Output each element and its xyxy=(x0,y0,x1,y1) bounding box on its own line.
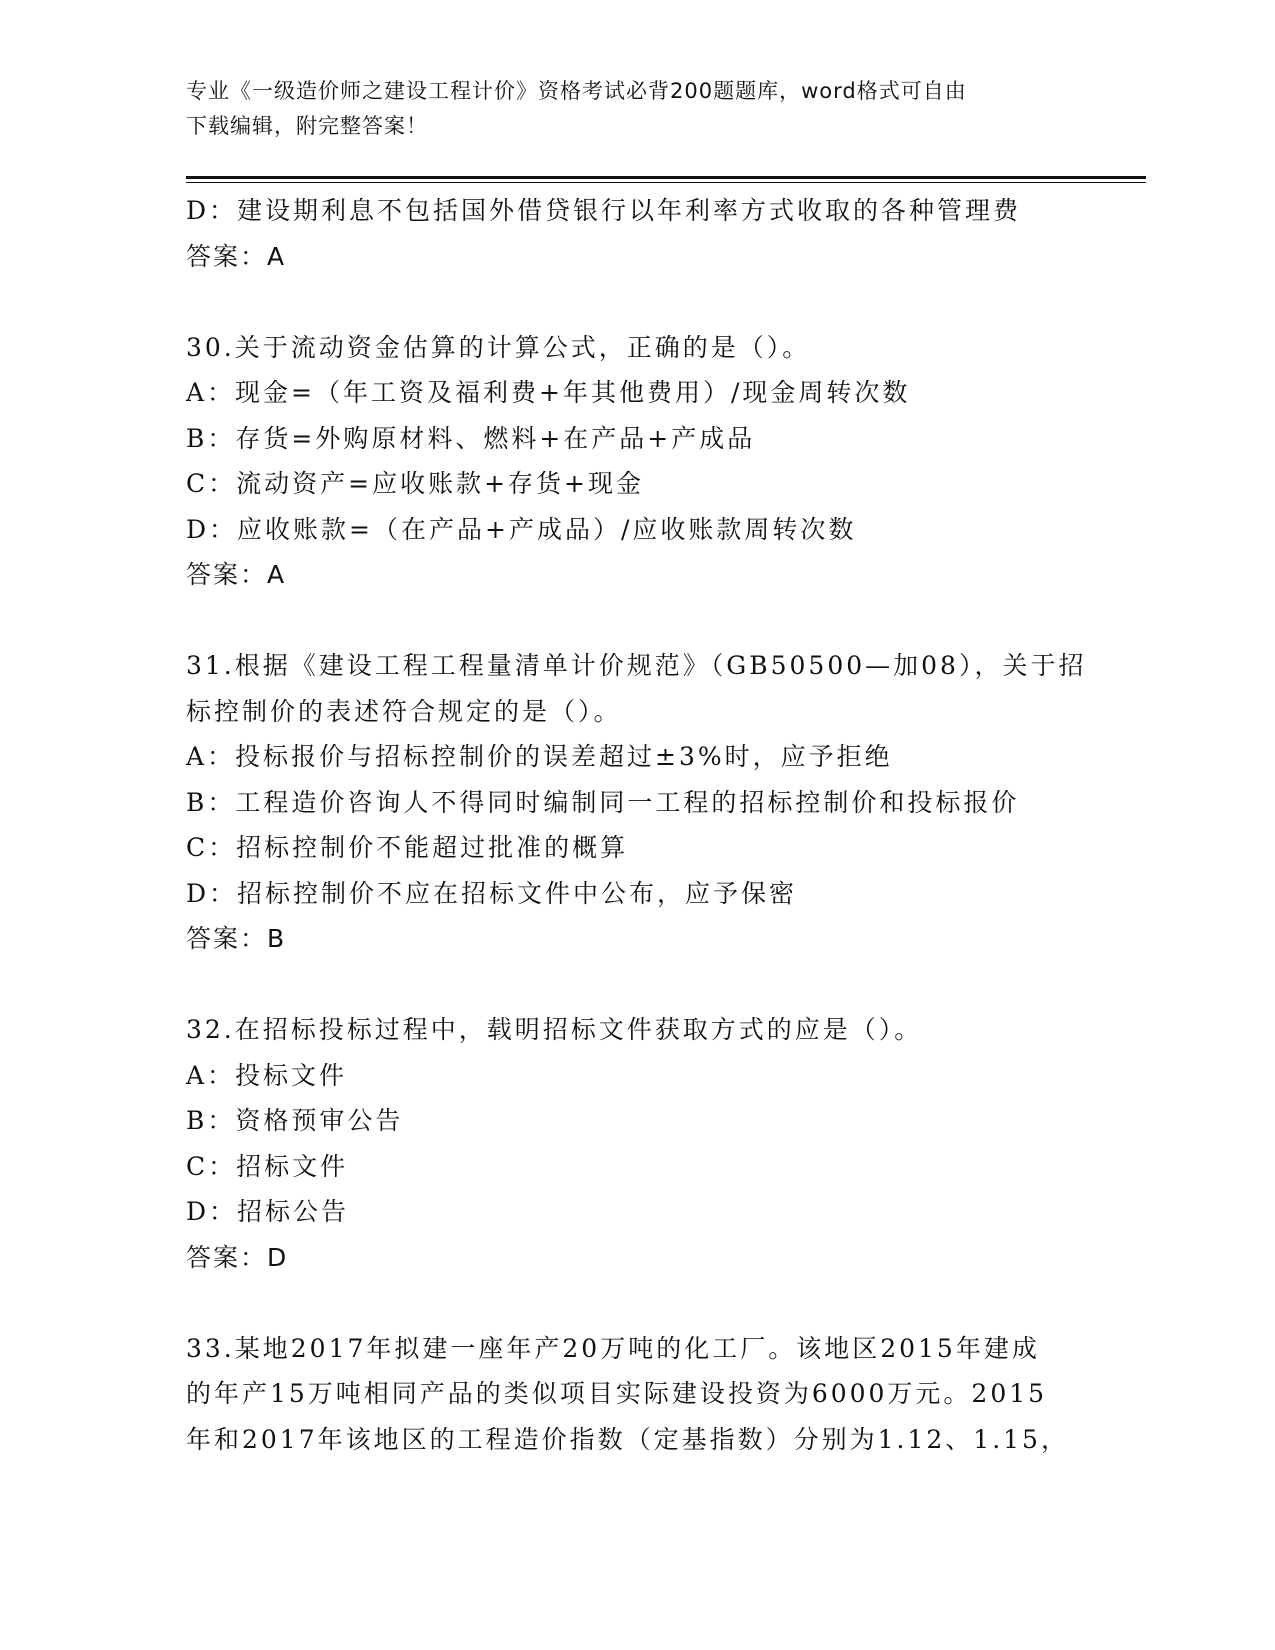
spacer xyxy=(186,962,1086,1008)
question-text-line-1: 33.某地2017年拟建一座年产20万吨的化工厂。该地区2015年建成 xyxy=(186,1333,1040,1363)
question-text-line-1: 31.根据《建设工程工程量清单计价规范》（GB50500—加08），关于招 xyxy=(186,651,1087,680)
answer-label: 答案：A xyxy=(186,560,287,589)
question-block-prev xyxy=(186,188,1086,279)
document-header xyxy=(186,74,1066,144)
header-line-2: 下载编辑，附完整答案！ xyxy=(186,114,428,138)
option-d: D：应收账款=（在产品+产成品）/应收账款周转次数 xyxy=(186,514,857,544)
option-b: B：资格预审公告 xyxy=(186,1106,404,1135)
question-text-line-2: 的年产15万吨相同产品的类似项目实际建设投资为6000万元。2015 xyxy=(186,1379,1048,1408)
spacer xyxy=(186,279,1086,325)
answer-label: 答案：B xyxy=(186,924,287,953)
question-text-line-3: 年和2017年该地区的工程造价指数（定基指数）分别为1.12、1.15， xyxy=(186,1424,1069,1454)
option-d: D：招标公告 xyxy=(186,1197,350,1226)
header-divider-thick xyxy=(186,176,1146,179)
option-c: C：招标文件 xyxy=(186,1151,349,1181)
answer-label: 答案：D xyxy=(186,1242,289,1272)
option-b: B：存货=外购原材料、燃料+在产品+产成品 xyxy=(186,423,756,453)
option-a: A：投标文件 xyxy=(186,1060,348,1090)
option-a: A：投标报价与招标控制价的误差超过±3%时，应予拒绝 xyxy=(186,742,893,771)
header-divider-thin xyxy=(186,182,1146,183)
option-d: D：招标控制价不应在招标文件中公布，应予保密 xyxy=(186,878,798,908)
option-c: C：招标控制价不能超过批准的概算 xyxy=(186,833,629,862)
header-line-1: 专业《一级造价师之建设工程计价》资格考试必背200题题库，word格式可自由 xyxy=(186,79,967,103)
question-text-line-2: 标控制价的表述符合规定的是（）。 xyxy=(186,696,622,726)
spacer xyxy=(186,598,1086,644)
question-block-32 xyxy=(186,1007,1086,1280)
option-b: B：工程造价咨询人不得同时编制同一工程的招标控制价和投标报价 xyxy=(186,787,1020,817)
document-body xyxy=(186,188,1086,1462)
option-d: D：建设期利息不包括国外借贷银行以年利率方式收取的各种管理费 xyxy=(186,196,1022,225)
question-block-31 xyxy=(186,643,1086,962)
spacer xyxy=(186,1280,1086,1326)
question-text: 30.关于流动资金估算的计算公式，正确的是（）。 xyxy=(186,332,811,362)
question-block-30 xyxy=(186,325,1086,598)
option-a: A：现金=（年工资及福利费+年其他费用）/现金周转次数 xyxy=(186,378,911,407)
option-c: C：流动资产=应收账款+存货+现金 xyxy=(186,469,644,498)
question-text: 32.在招标投标过程中，载明招标文件获取方式的应是（）。 xyxy=(186,1015,923,1044)
answer-label: 答案：A xyxy=(186,241,287,271)
question-block-33 xyxy=(186,1326,1086,1463)
